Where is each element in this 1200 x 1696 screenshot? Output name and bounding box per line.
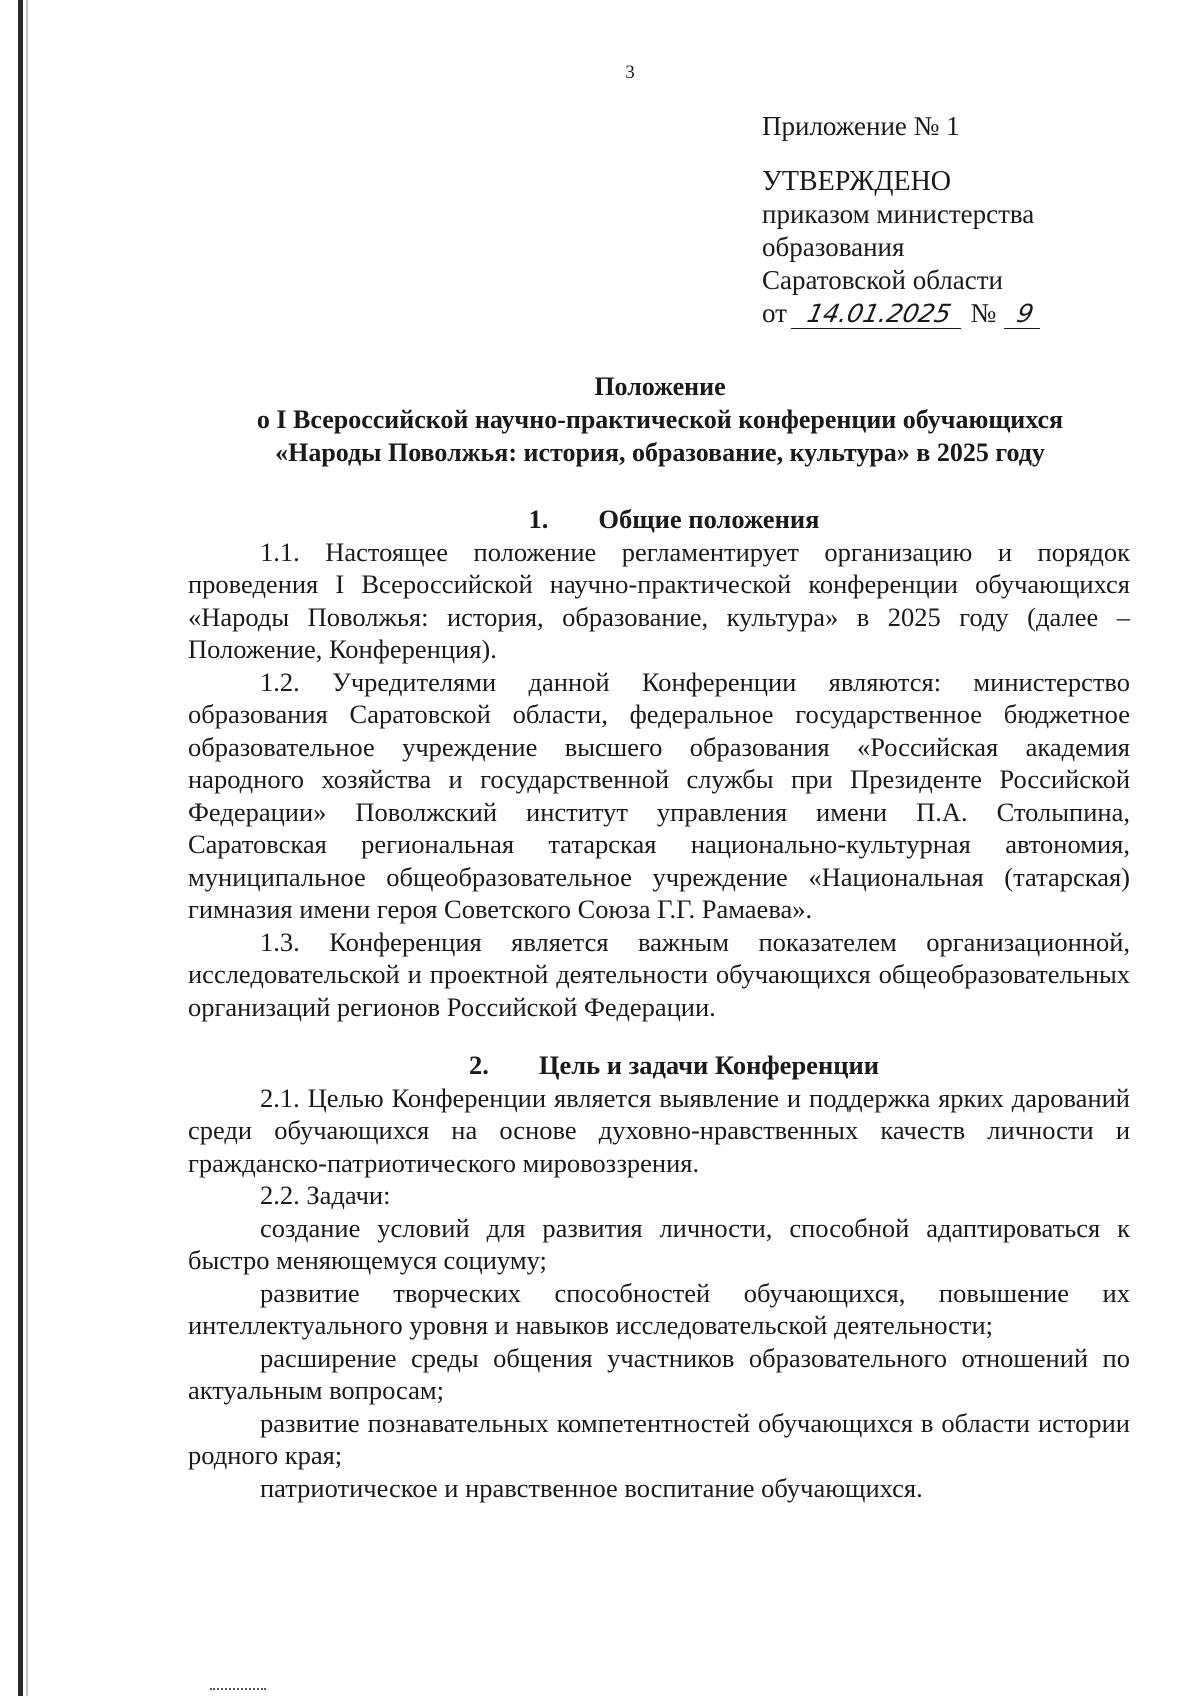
- task-item-3: расширение среды общения участников образовательного отношений по актуальным вопросам;: [188, 1342, 1130, 1405]
- title-line-1: Положение: [594, 372, 726, 401]
- number-label: №: [970, 298, 997, 328]
- approval-line-2: образования: [762, 232, 905, 262]
- annex-label: Приложение № 1: [762, 111, 960, 141]
- section-gap: [188, 1023, 1130, 1049]
- scan-left-shadow: [26, 0, 28, 1696]
- paragraph-1-2: 1.2. Учредителями данной Конференции являются: министерство образования Саратовской области, федеральное государственное бюджетное образовательное учреждение высшего образования «Российская академия народного хозяйства и государственной службы при Президенте Российской Федерации» Поволжский институт управления имени П.А. Столыпина, Саратовская региональная татарская национально-культурная автономия, муниципальное общеобразовательное учреждение «Национальная (татарская) гимназия имени героя Советского Союза Г.Г. Рамаева».: [188, 666, 1130, 924]
- section-2-title: Цель и задачи Конференции: [538, 1050, 880, 1080]
- paragraph-2-1: 2.1. Целью Конференции является выявление и поддержка ярких дарований среди обучающихся на основе духовно-нравственных качеств личности и гражданско-патриотического мировоззрения.: [188, 1082, 1130, 1178]
- section-2-number: 2.: [468, 1050, 489, 1080]
- section-1-heading: [188, 503, 1130, 536]
- handwritten-order-number: 9: [1004, 300, 1046, 329]
- task-item-1: создание условий для развития личности, способной адаптироваться к быстро меняющемуся социуму;: [188, 1212, 1130, 1275]
- from-label: от: [762, 298, 787, 328]
- section-2-heading: [188, 1049, 1130, 1082]
- handwritten-date: 14.01.2025: [791, 300, 967, 329]
- approval-line-1: приказом министерства: [762, 199, 1035, 229]
- paragraph-2-2: 2.2. Задачи:: [260, 1180, 391, 1210]
- approval-line-3: Саратовской области: [762, 265, 1003, 295]
- title-line-2: о I Всероссийской научно-практической конференции обучающихся: [256, 405, 1064, 434]
- document-title: [160, 370, 1160, 469]
- scan-artifact: [210, 1688, 266, 1693]
- document-body: [188, 503, 1130, 1504]
- paragraph-1-1: 1.1. Настоящее положение регламентирует организацию и порядок проведения I Всероссийской научно-практической конференции обучающихся «Народы Поволжья: история, образование, культура» в 2025 году (далее – Положение, Конференция).: [188, 536, 1130, 664]
- approval-block: [762, 110, 1122, 330]
- page-number: 3: [625, 62, 635, 83]
- section-1-number: 1.: [528, 504, 549, 534]
- approved-heading: УТВЕРЖДЕНО: [762, 166, 952, 197]
- scan-left-edge: [18, 0, 23, 1696]
- task-item-4: развитие познавательных компетентностей обучающихся в области истории родного края;: [188, 1407, 1130, 1470]
- title-line-3: «Народы Поволжья: история, образование, культура» в 2025 году: [275, 438, 1045, 467]
- paragraph-1-3: 1.3. Конференция является важным показателем организационной, исследовательской и проектной деятельности обучающихся общеобразовательных организаций регионов Российской Федерации.: [188, 926, 1130, 1022]
- task-item-2: развитие творческих способностей обучающихся, повышение их интеллектуального уровня и навыков исследовательской деятельности;: [188, 1277, 1130, 1340]
- task-item-5: патриотическое и нравственное воспитание обучающихся.: [260, 1472, 923, 1503]
- section-1-title: Общие положения: [598, 504, 820, 534]
- order-date-line: [762, 297, 1122, 330]
